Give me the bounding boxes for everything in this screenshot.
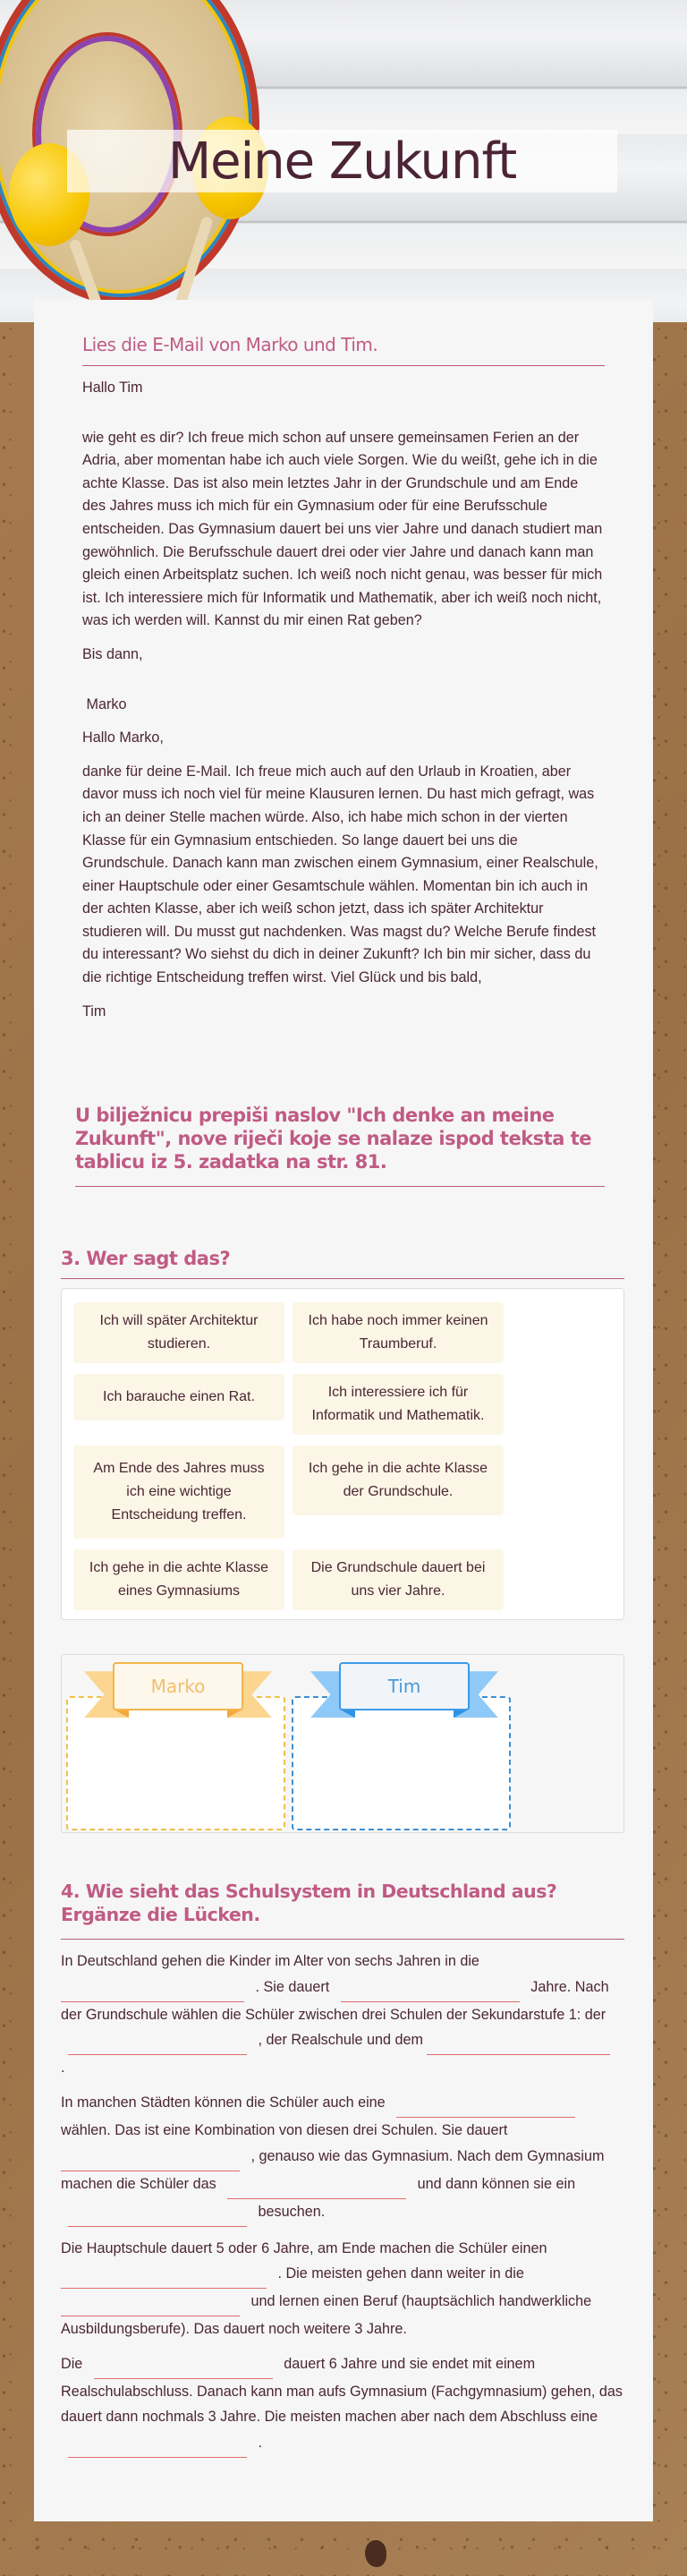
- gap-input-8[interactable]: [68, 2209, 247, 2227]
- gap-text: und dann können sie ein: [417, 2175, 576, 2192]
- marko-closing: Bis dann,: [82, 645, 143, 662]
- gap-text: .: [258, 2435, 262, 2451]
- ribbon-marko: [84, 1662, 272, 1719]
- ribbon-tim: [310, 1662, 498, 1719]
- email-heading: Lies die E-Mail von Marko und Tim.: [82, 334, 605, 366]
- gap-input-9[interactable]: [61, 2271, 267, 2289]
- statement-cards-container: [61, 1288, 624, 1620]
- notebook-note-section: [34, 1023, 653, 1187]
- gap-text: Die Hauptschule dauert 5 oder 6 Jahre, am Ende machen die Schüler einen: [61, 2239, 547, 2256]
- gap-text: , der Realschule und dem: [258, 2032, 423, 2049]
- statement-card[interactable]: Ich gehe in die achte Klasse eines Gymnasiums: [73, 1549, 284, 1610]
- gap-text: Jahre. Nach der Grundschule wählen die Schüler zwischen drei Schulen der Sekundarstufe 1: der: [61, 1978, 609, 2023]
- tim-greeting: Hallo Marko,: [82, 729, 164, 746]
- gap-input-2[interactable]: [341, 1984, 520, 2002]
- gap-text: In Deutschland gehen die Kinder im Alter von sechs Jahren in die: [61, 1953, 479, 1970]
- statement-card[interactable]: Die Grundschule dauert bei uns vier Jahre.: [293, 1549, 504, 1610]
- title-band: [67, 130, 617, 192]
- gap-input-10[interactable]: [61, 2299, 240, 2316]
- gap-paragraph-3: [61, 2236, 624, 2342]
- category-label-tim: Tim: [339, 1662, 470, 1710]
- gap-text: In manchen Städten können die Schüler auch eine: [61, 2094, 386, 2111]
- statement-card[interactable]: Ich gehe in die achte Klasse der Grundschule.: [293, 1446, 504, 1515]
- gap-paragraph-4: [61, 2351, 624, 2458]
- category-label-marko: Marko: [113, 1662, 243, 1710]
- gap-text: . Sie dauert: [255, 1978, 330, 1995]
- exercise-4-heading: 4. Wie sieht das Schulsystem in Deutschland aus? Ergänze die Lücken.: [61, 1880, 624, 1940]
- gap-text: Die: [61, 2355, 83, 2372]
- gap-input-12[interactable]: [68, 2440, 247, 2458]
- gap-paragraph-2: [61, 2090, 624, 2227]
- sorting-area: [61, 1654, 624, 1833]
- gap-input-11[interactable]: [94, 2361, 273, 2379]
- gap-input-7[interactable]: [227, 2181, 406, 2199]
- statement-card[interactable]: Ich interessiere ich für Informatik und Mathematik.: [293, 1374, 504, 1435]
- gap-text: .: [61, 2060, 65, 2077]
- exercise-3-heading: 3. Wer sagt das?: [61, 1248, 624, 1279]
- gap-input-5[interactable]: [396, 2100, 575, 2118]
- gap-text: und lernen einen Beruf (hauptsächlich handwerkliche Ausbildungsberufe). Das dauert noch weitere 3 Jahre.: [61, 2293, 592, 2338]
- gap-text: besuchen.: [258, 2203, 326, 2220]
- header-banner: [0, 0, 687, 322]
- gap-input-1[interactable]: [61, 1984, 244, 2002]
- marko-greeting: Hallo Tim: [82, 380, 143, 396]
- statement-card[interactable]: Ich will später Architektur studieren.: [73, 1302, 284, 1363]
- worksheet-card: [34, 300, 653, 2521]
- statement-card[interactable]: Ich barauche einen Rat.: [73, 1374, 284, 1420]
- marko-body: wie geht es dir? Ich freue mich schon auf unsere gemeinsamen Ferien an der Adria, aber momentan habe ich auch viele Sorgen. Wie du weißt, gehe ich in die achte Klasse. Das ist also mein letztes Jahr in der Grundschule und am Ende des Jahres muss ich mich für ein Gymnasium oder für eine Berufsschule entscheiden. Das Gymnasium dauert bei uns vier Jahre und danach studiert man gewöhnlich. Die Berufsschule dauert drei oder vier Jahre und danach kann man gleich einen Arbeitsplatz suchen. Ich weiß noch nicht genau, was besser für mich ist. Ich interessiere mich für Informatik und Mathematik, aber ich weiß noch nicht, was ich werden will. Kannst du mir einen Rat geben?: [82, 429, 603, 629]
- paint-splat-decoration: [365, 2540, 386, 2567]
- statement-card[interactable]: Ich habe noch immer keinen Traumberuf.: [293, 1302, 504, 1363]
- gap-text: wählen. Das ist eine Kombination von diesen drei Schulen. Sie dauert: [61, 2122, 508, 2139]
- marko-signature: Marko: [82, 695, 127, 712]
- tim-signature: Tim: [82, 1002, 106, 1019]
- notebook-instruction: U bilježnicu prepiši naslov "Ich denke an meine Zukunft", nove riječi koje se nalaze ispod teksta te tablicu iz 5. zadatka na str. 81.: [75, 1104, 605, 1187]
- exercise-3: [34, 1187, 653, 1833]
- gap-text: , genauso wie das Gymnasium. Nach dem Gymnasium machen die Schüler das: [61, 2147, 605, 2192]
- gap-text: . Die meisten gehen dann weiter in die: [277, 2265, 524, 2282]
- email-section: [34, 300, 653, 1023]
- page-title: Meine Zukunft: [167, 132, 517, 191]
- gap-paragraph-1: [61, 1949, 624, 2081]
- exercise-4: [34, 1833, 653, 2458]
- gap-input-3[interactable]: [68, 2037, 247, 2055]
- gap-input-4[interactable]: [427, 2037, 610, 2055]
- gap-text: dauert 6 Jahre und sie endet mit einem Realschulabschluss. Danach kann man aufs Gymnasium (Fachgymnasium) gehen, das dauert dann nochmals 3 Jahre. Die meisten machen aber nach dem Abschluss eine: [61, 2355, 623, 2426]
- gap-input-6[interactable]: [61, 2154, 240, 2171]
- tim-body: danke für deine E-Mail. Ich freue mich auch auf den Urlaub in Kroatien, aber davor muss ich noch viel für meine Klausuren lernen. Du hast mich gefragt, was ich an deiner Stelle machen würde. Also, ich habe mich schon in der vierten Klasse für ein Gymnasium entschieden. So lange dauert bei uns die Grundschule. Danach kann man zwischen einem Gymnasium, einer Realschule, einer Hauptschule oder einer Gesamtschule wählen. Momentan bin ich auch in der achten Klasse, aber ich weiß schon jetzt, dass ich später Architektur studieren will. Du musst gut nachdenken. Was magst du? Welche Berufe findest du interessant? Wo siehst du dich in deiner Zukunft? Ich bin mir sicher, dass du die richtige Entscheidung treffen wirst. Viel Glück und bis bald,: [82, 763, 598, 986]
- statement-card[interactable]: Am Ende des Jahres muss ich eine wichtige Entscheidung treffen.: [73, 1446, 284, 1539]
